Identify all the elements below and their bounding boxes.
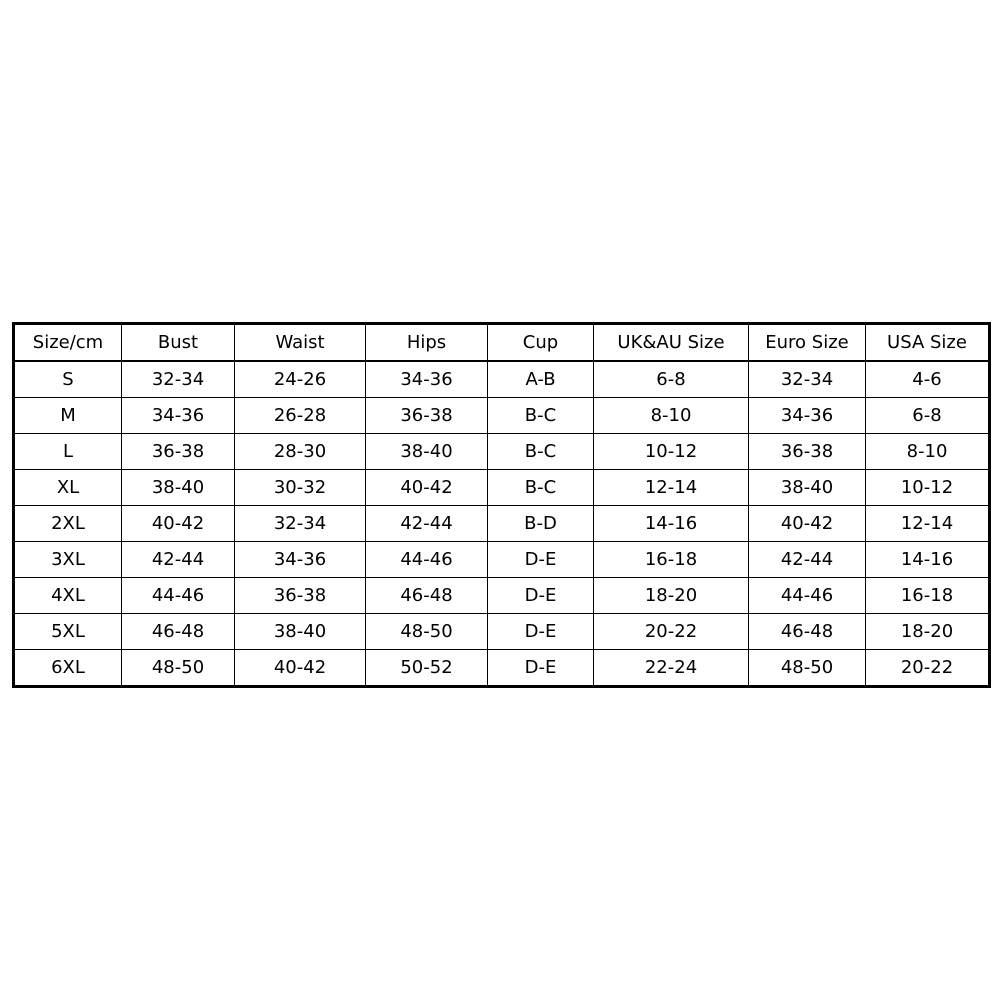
cell-hips: 40-42 <box>366 470 488 506</box>
cell-hips: 50-52 <box>366 650 488 687</box>
cell-size: 2XL <box>14 506 122 542</box>
cell-bust: 34-36 <box>122 398 235 434</box>
cell-cup: B-D <box>488 506 594 542</box>
cell-size: XL <box>14 470 122 506</box>
cell-bust: 36-38 <box>122 434 235 470</box>
table-row <box>14 614 990 650</box>
cell-size: 3XL <box>14 542 122 578</box>
cell-bust: 48-50 <box>122 650 235 687</box>
table-row <box>14 542 990 578</box>
cell-usa-size: 14-16 <box>866 542 990 578</box>
cell-size: L <box>14 434 122 470</box>
cell-size: 5XL <box>14 614 122 650</box>
table-row <box>14 506 990 542</box>
table-row <box>14 398 990 434</box>
cell-uk-au-size: 12-14 <box>594 470 749 506</box>
cell-waist: 36-38 <box>235 578 366 614</box>
cell-usa-size: 10-12 <box>866 470 990 506</box>
table-row <box>14 470 990 506</box>
cell-euro-size: 44-46 <box>749 578 866 614</box>
table-row <box>14 434 990 470</box>
cell-bust: 40-42 <box>122 506 235 542</box>
cell-cup: A-B <box>488 361 594 398</box>
cell-cup: B-C <box>488 398 594 434</box>
cell-waist: 26-28 <box>235 398 366 434</box>
cell-bust: 42-44 <box>122 542 235 578</box>
header-usa-size: USA Size <box>866 324 990 362</box>
cell-bust: 38-40 <box>122 470 235 506</box>
cell-waist: 28-30 <box>235 434 366 470</box>
cell-cup: B-C <box>488 470 594 506</box>
cell-waist: 40-42 <box>235 650 366 687</box>
cell-uk-au-size: 10-12 <box>594 434 749 470</box>
cell-hips: 44-46 <box>366 542 488 578</box>
cell-uk-au-size: 20-22 <box>594 614 749 650</box>
cell-cup: B-C <box>488 434 594 470</box>
table-row <box>14 361 990 398</box>
cell-usa-size: 8-10 <box>866 434 990 470</box>
cell-hips: 34-36 <box>366 361 488 398</box>
cell-euro-size: 40-42 <box>749 506 866 542</box>
cell-usa-size: 18-20 <box>866 614 990 650</box>
size-chart-table <box>12 322 991 688</box>
cell-size: 4XL <box>14 578 122 614</box>
table-row <box>14 578 990 614</box>
cell-size: M <box>14 398 122 434</box>
cell-hips: 48-50 <box>366 614 488 650</box>
header-cup: Cup <box>488 324 594 362</box>
cell-uk-au-size: 8-10 <box>594 398 749 434</box>
header-size-cm: Size/cm <box>14 324 122 362</box>
cell-uk-au-size: 22-24 <box>594 650 749 687</box>
cell-hips: 46-48 <box>366 578 488 614</box>
cell-waist: 34-36 <box>235 542 366 578</box>
header-bust: Bust <box>122 324 235 362</box>
cell-uk-au-size: 18-20 <box>594 578 749 614</box>
header-uk-au-size: UK&AU Size <box>594 324 749 362</box>
table-row <box>14 650 990 687</box>
cell-euro-size: 36-38 <box>749 434 866 470</box>
cell-usa-size: 20-22 <box>866 650 990 687</box>
cell-euro-size: 32-34 <box>749 361 866 398</box>
cell-cup: D-E <box>488 614 594 650</box>
cell-uk-au-size: 6-8 <box>594 361 749 398</box>
cell-hips: 38-40 <box>366 434 488 470</box>
cell-uk-au-size: 16-18 <box>594 542 749 578</box>
cell-bust: 44-46 <box>122 578 235 614</box>
cell-usa-size: 12-14 <box>866 506 990 542</box>
header-waist: Waist <box>235 324 366 362</box>
cell-euro-size: 42-44 <box>749 542 866 578</box>
cell-bust: 32-34 <box>122 361 235 398</box>
cell-waist: 24-26 <box>235 361 366 398</box>
cell-euro-size: 38-40 <box>749 470 866 506</box>
cell-hips: 36-38 <box>366 398 488 434</box>
cell-waist: 32-34 <box>235 506 366 542</box>
table-header <box>14 324 990 362</box>
cell-hips: 42-44 <box>366 506 488 542</box>
cell-cup: D-E <box>488 542 594 578</box>
cell-usa-size: 4-6 <box>866 361 990 398</box>
cell-cup: D-E <box>488 578 594 614</box>
table-body <box>14 361 990 687</box>
cell-usa-size: 16-18 <box>866 578 990 614</box>
cell-waist: 30-32 <box>235 470 366 506</box>
cell-usa-size: 6-8 <box>866 398 990 434</box>
cell-uk-au-size: 14-16 <box>594 506 749 542</box>
header-hips: Hips <box>366 324 488 362</box>
cell-cup: D-E <box>488 650 594 687</box>
cell-size: S <box>14 361 122 398</box>
header-euro-size: Euro Size <box>749 324 866 362</box>
cell-bust: 46-48 <box>122 614 235 650</box>
cell-euro-size: 48-50 <box>749 650 866 687</box>
cell-euro-size: 46-48 <box>749 614 866 650</box>
cell-euro-size: 34-36 <box>749 398 866 434</box>
cell-waist: 38-40 <box>235 614 366 650</box>
cell-size: 6XL <box>14 650 122 687</box>
header-row <box>14 324 990 362</box>
